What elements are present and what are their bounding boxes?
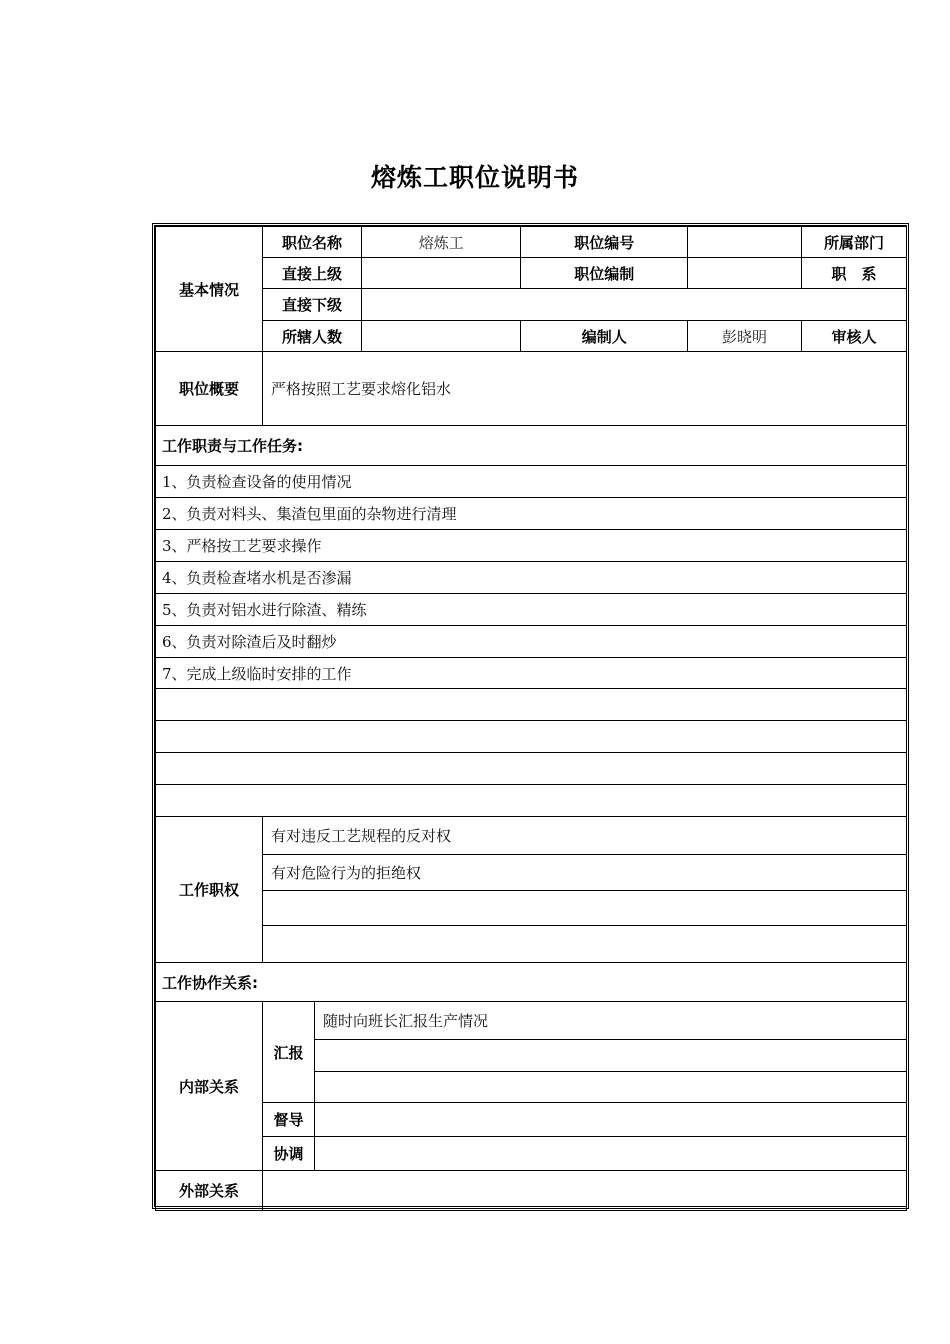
headcount-label: 所辖人数 [263, 321, 362, 352]
direct-subordinate-label: 直接下级 [263, 289, 362, 321]
form-table [155, 226, 907, 1211]
supervise-label: 督导 [263, 1103, 315, 1137]
external-relations-value [263, 1171, 907, 1211]
duty-item: 3、严格按工艺要求操作 [156, 530, 907, 562]
prepared-by-value: 彭晓明 [688, 321, 802, 352]
staffing-value [688, 258, 802, 289]
job-description-form [152, 223, 909, 1209]
report-item: 随时向班长汇报生产情况 [315, 1002, 907, 1040]
reviewer-label: 审核人 [802, 321, 907, 352]
duty-item: 6、负责对除渣后及时翻炒 [156, 626, 907, 658]
external-relations-label: 外部关系 [156, 1171, 263, 1211]
duty-item: 5、负责对铝水进行除渣、精练 [156, 594, 907, 626]
page-title: 熔炼工职位说明书 [370, 163, 579, 192]
direct-superior-label: 直接上级 [263, 258, 362, 289]
duty-item: 1、负责检查设备的使用情况 [156, 466, 907, 498]
position-no-value [688, 227, 802, 258]
report-item [315, 1072, 907, 1103]
supervise-value [315, 1103, 907, 1137]
duty-item: 2、负责对料头、集渣包里面的杂物进行清理 [156, 498, 907, 530]
staffing-label: 职位编制 [574, 264, 635, 283]
prepared-by-label: 编制人 [581, 327, 627, 346]
headcount-value [362, 321, 521, 351]
authority-label: 工作职权 [156, 817, 263, 963]
authority-item [263, 926, 907, 963]
direct-subordinate-value [362, 289, 907, 321]
relations-heading: 工作协作关系: [156, 963, 907, 1002]
summary-text: 严格按照工艺要求熔化铝水 [263, 352, 907, 426]
duty-item [156, 785, 907, 817]
authority-item: 有对危险行为的拒绝权 [263, 855, 907, 891]
position-name-label: 职位名称 [263, 227, 362, 258]
position-name-value: 熔炼工 [362, 227, 521, 257]
authority-item: 有对违反工艺规程的反对权 [263, 817, 907, 855]
duty-item: 7、完成上级临时安排的工作 [156, 658, 907, 689]
coordinate-value [315, 1137, 907, 1171]
duty-item: 4、负责检查堵水机是否渗漏 [156, 562, 907, 594]
department-label: 所属部门 [802, 227, 907, 258]
coordinate-label: 协调 [263, 1137, 315, 1171]
authority-item [263, 891, 907, 926]
report-label: 汇报 [263, 1002, 315, 1103]
duty-item [156, 721, 907, 753]
duty-item [156, 689, 907, 721]
summary-label: 职位概要 [156, 352, 263, 426]
duties-heading: 工作职责与工作任务: [156, 426, 907, 466]
direct-superior-value [362, 258, 521, 288]
position-no-label: 职位编号 [574, 233, 635, 252]
basic-section-label: 基本情况 [156, 227, 263, 352]
internal-relations-label: 内部关系 [156, 1002, 263, 1171]
report-item [315, 1040, 907, 1072]
series-label: 职 系 [802, 258, 907, 289]
duty-item [156, 753, 907, 785]
